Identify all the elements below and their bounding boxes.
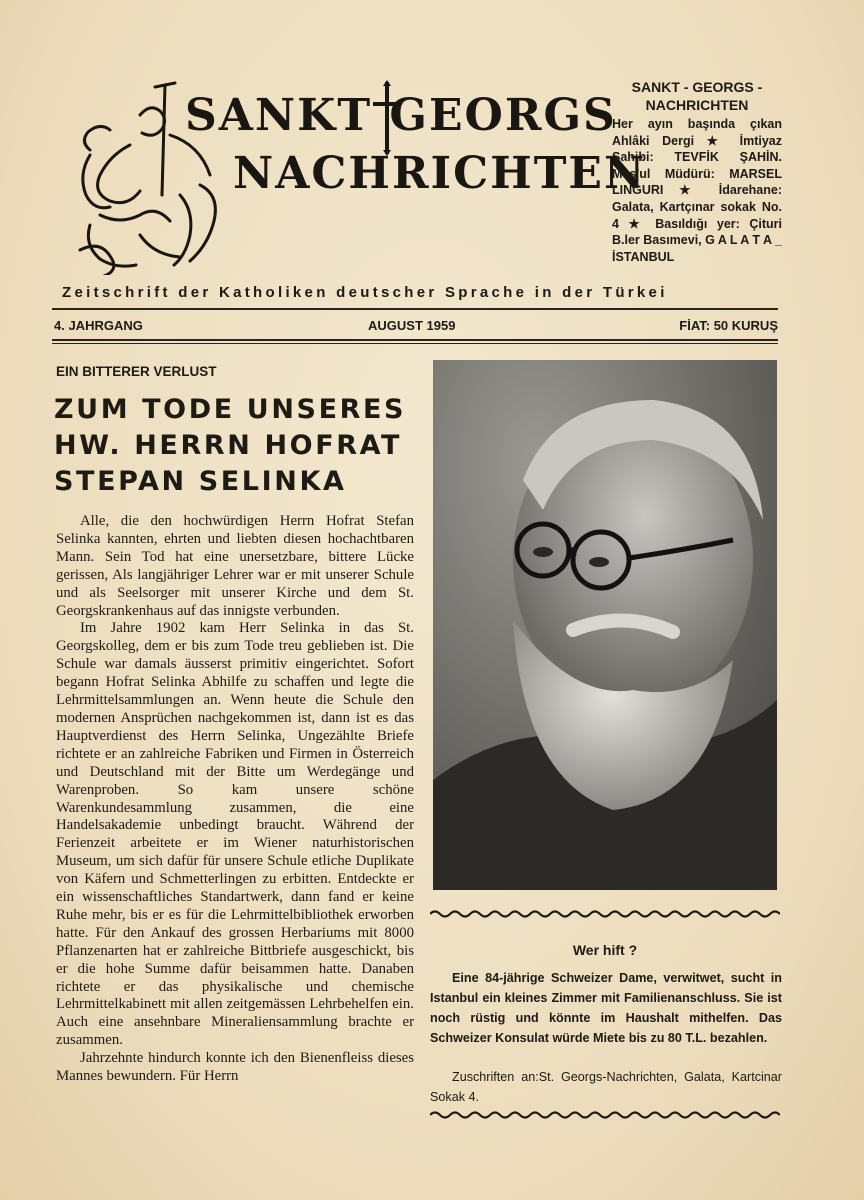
issue-info-row	[52, 318, 778, 338]
notice-title: Wer hift ?	[572, 942, 638, 958]
article-body	[56, 513, 414, 1086]
notice-contact-text: Zuschriften an:St. Georgs-Nachrichten, Galata, Kartcinar Sokak 4.	[430, 1070, 782, 1104]
masthead-title-line2: NACHRICHTEN	[233, 148, 647, 199]
headline-line: STEPAN SELINKA	[54, 466, 347, 497]
publication-subtitle: Zeitschrift der Katholiken deutscher Sprache in der Türkei	[62, 284, 668, 301]
notice-paragraph: Eine 84-jährige Schweizer Dame, verwitwet, sucht in Istanbul ein kleines Zimmer mit Familienanschluss. Sie ist noch rüstig und könnte im Haushalt mithelfen. Das Schweizer Konsulat würde Miete bis zu 80 T.L. bezahlen.	[430, 971, 782, 1045]
masthead-title-line1: SANKT GEORGS	[185, 90, 617, 141]
portrait-photo	[433, 360, 777, 890]
headline-line: ZUM TODE UNSERES	[54, 394, 407, 425]
decorative-border	[430, 1110, 780, 1120]
article-kicker: EIN BITTERER VERLUST	[56, 364, 217, 379]
decorative-border	[430, 909, 780, 919]
article-paragraph: Alle, die den hochwürdigen Herrn Hofrat Stefan Selinka kannten, ehrten und liebten diesen hochachtbaren Mann. Sein Tod hat eine unersetzbare, bittere Lücke gerissen, Als langjähriger Lehrer war er mit unserer Schule und als Seelsorger mit unserer Kirche und dem St. Georgskrankenhaus auf das innigste verbunden.	[56, 513, 414, 619]
article-headline	[54, 392, 424, 500]
article-paragraph: Im Jahre 1902 kam Herr Selinka in das St. Georgskolleg, dem er bis zum Tode treu geblieben ist. Die Schule war damals äusserst primitiv eingerichtet. Sofort begann Hofrat Selinka Abhilfe zu schaffen und legte die Lehrmittelsammlungen an. Wenn heute die Schule den modernen Ansprüchen nachgekommen ist, dann ist es das Hauptverdienst des Herrn Selinka, Ungezählte Briefe richtete er an zahlreiche Fabriken und Firmen in Österreich und Deutschland mit der Bitte um Werdegänge und Warenproben. So kam unsere schöne Warenkundesammlung zusammen, die eine Handelsakademie unbedingt braucht. Während der Ferienzeit arbeitete er im Wiener naturhistorischen Museum, um sich dafür für unsere Schule etliche Duplikate von Käfern und Schmetterlingen zu erbitten. Entdeckte er ein wissenschaftliches Standartwerk, dann fand er keine Ruhe mehr, bis er es für die Lehrmittelbibliothek erworben hatte. Für den Ankauf des grossen Herbariums mit 8000 Pflanzenarten hat er zahlreiche Bittbriefe ausgeschickt, bis er die hohe Summe dafür beisammen hatte. Danaben richtete er das physikalische und chemische Lehrmittelkabinett mit allen zeitgemässen Lehrbehelfen ein. Auch eine ansehnbare Mineraliensammlung brachte er zusammen.	[56, 620, 414, 1049]
imprint-box	[612, 78, 782, 265]
divider-rule	[52, 339, 778, 341]
headline-line: HW. HERRN HOFRAT	[54, 430, 403, 461]
volume-label: 4. JAHRGANG	[54, 318, 143, 333]
issue-date: AUGUST 1959	[368, 318, 456, 333]
notice-contact	[430, 1067, 782, 1107]
imprint-heading: SANKT - GEORGS - NACHRICHTEN	[631, 79, 763, 113]
divider-rule	[52, 308, 778, 310]
imprint-body: Her ayın başında çıkan Ahlâki Dergi ★ İmtiyaz Sahibi: TEVFİK ŞAHİN. Mes'ul Müdürü: MARSEL LINGURI ★ İdarehane: Galata, Kartçınar sokak No. 4 ★ Basıldığı yer: Çituri B.ler Basımevi, G A L A T A _ İSTANBUL	[612, 117, 782, 264]
price-label: FİAT: 50 KURUŞ	[679, 318, 778, 333]
article-paragraph: Jahrzehnte hindurch konnte ich den Bienenfleiss dieses Mannes bewundern. Für Herrn	[56, 1050, 414, 1085]
divider-rule	[52, 343, 778, 344]
notice-text	[430, 968, 782, 1048]
masthead	[55, 70, 647, 280]
